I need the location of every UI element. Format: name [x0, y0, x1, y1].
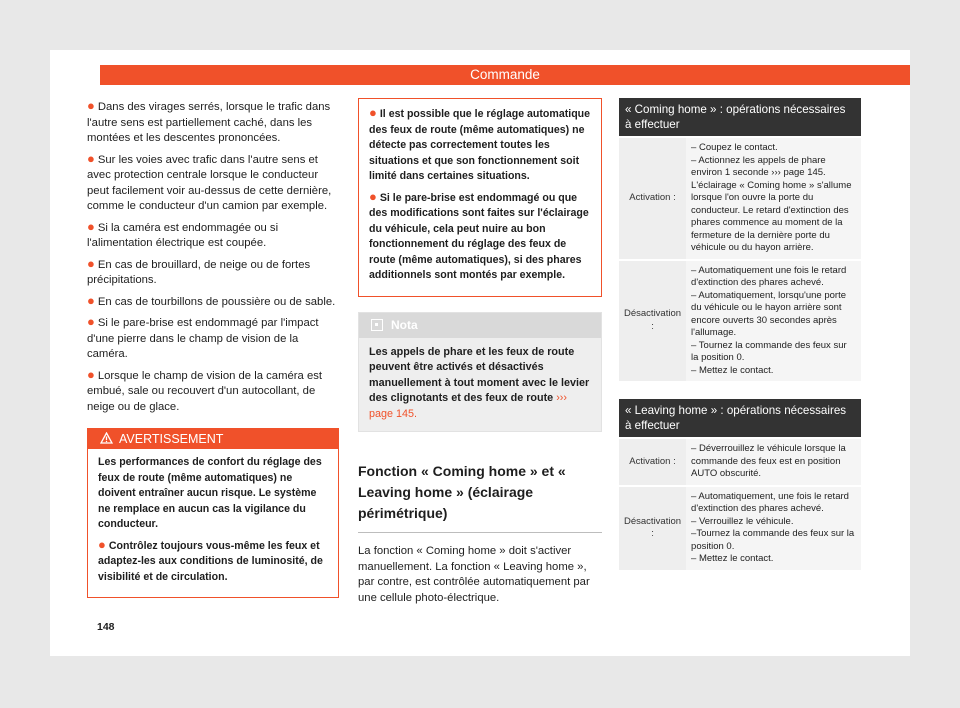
warning-body — [88, 449, 338, 597]
bullet-icon: ● — [87, 292, 95, 308]
section-paragraph: La fonction « Coming home » doit s'activer manuellement. La fonction « Leaving home », par contre, est contrôlée automatiquement par une cellule photo-électrique. — [358, 545, 590, 604]
bullet-icon: ● — [98, 536, 106, 552]
warning-box — [87, 428, 339, 598]
note-box — [358, 312, 602, 433]
warning-bullet: ● Contrôlez toujours vous-même les feux et adaptez-les aux conditions de luminosité, de visibilité et de circulation. — [98, 536, 323, 583]
row-key: Activation : — [619, 137, 686, 260]
row-value: – Coupez le contact. – Actionnez les appels de phare environ 1 seconde ››› page 145. L'éclairage « Coming home » s'allume lorsque l'on ouvre la porte du conducteur. Le retard d'extinction des phares commence au moment de la fermeture de la dernière porte du véhicule ou du hayon arrière. — [686, 137, 861, 260]
bullet-icon: ● — [87, 314, 95, 329]
bullet-icon: ● — [87, 150, 95, 166]
table-row — [619, 137, 861, 260]
section-title: Fonction « Coming home » et « Leaving home » (éclairage périmétrique) — [358, 461, 602, 533]
bullet-icon: ● — [87, 98, 95, 113]
warning-box-continued — [358, 98, 602, 297]
bullet-icon: ● — [87, 366, 95, 382]
note-header — [359, 313, 601, 338]
warning-bullet: ● Si le pare-brise est endommagé ou que des modifications sont faites sur l'éclairage du véhicule, cela peut nuire au bon fonctionnement du réglage des feux de route (même automatiques), si des phares additionnels sont montés par exemple. — [369, 188, 589, 281]
page-number: 148 — [97, 621, 115, 633]
note-title: Nota — [391, 317, 418, 332]
bullet-icon: ● — [369, 105, 377, 120]
bullet-icon: ● — [87, 255, 95, 271]
list-item: ● En cas de tourbillons de poussière ou de sable. — [87, 292, 336, 308]
right-column — [619, 98, 861, 570]
coming-home-table — [619, 98, 861, 381]
warning-title: AVERTISSEMENT — [119, 432, 224, 446]
table-title: « Leaving home » : opérations nécessaires à effectuer — [619, 399, 861, 438]
row-key: Activation : — [619, 438, 686, 486]
note-square-icon — [371, 319, 383, 331]
list-item: ● Si le pare-brise est endommagé par l'impact d'une pierre dans le champ de vision de la caméra. — [87, 314, 319, 360]
list-item: ● Lorsque le champ de vision de la caméra est embué, sale ou recouvert d'un autocollant, de neige ou de glace. — [87, 366, 323, 413]
list-item: ● En cas de brouillard, de neige ou de fortes précipitations. — [87, 255, 311, 286]
table-row — [619, 438, 861, 486]
middle-column — [358, 98, 602, 606]
leaving-home-table — [619, 399, 861, 570]
conditions-list — [87, 98, 339, 415]
warning-bullet: ● Il est possible que le réglage automatique des feux de route (même automatiques) ne détecte pas correctement toutes les situations et que son fonctionnement soit limité dans certaines situations. — [369, 105, 591, 182]
note-body: Les appels de phare et les feux de route peuvent être activés et désactivés manuellement à tout moment avec le levier des clignotants et des feux de route ››› page 145. — [369, 345, 590, 420]
list-item: ● Si la caméra est endommagée ou si l'alimentation électrique est coupée. — [87, 218, 279, 249]
left-column — [87, 98, 339, 598]
table-title: « Coming home » : opérations nécessaires à effectuer — [619, 98, 861, 137]
row-key: Désactivation : — [619, 260, 686, 382]
manual-page — [50, 50, 910, 656]
row-key: Désactivation : — [619, 486, 686, 570]
row-value: – Déverrouillez le véhicule lorsque la commande des feux est en position AUTO obscurité. — [686, 438, 861, 486]
page-reference-link[interactable]: ››› page 145. — [369, 392, 567, 420]
bullet-icon: ● — [87, 218, 95, 234]
warning-paragraph: Les performances de confort du réglage des feux de route (même automatiques) ne doivent entraîner aucun risque. Le système ne remplace en aucun cas la vigilance du conducteur. — [98, 456, 322, 530]
list-item: ● Dans des virages serrés, lorsque le trafic dans l'autre sens est partiellement caché, dans les montées et les descentes prononcées. — [87, 98, 331, 144]
section-header: Commande — [100, 65, 910, 85]
row-value: – Automatiquement une fois le retard d'extinction des phares achevé. – Automatiquement, lorsqu'une porte du véhicule ou le hayon arrière sont encore ouverts 30 secondes après l'allumage. – Tournez la commande des feux sur la position 0. – Mettez le contact. — [686, 260, 861, 382]
row-value: – Automatiquement, une fois le retard d'extinction des phares achevé. – Verrouillez le véhicule. –Tournez la commande des feux sur la position 0. – Mettez le contact. — [686, 486, 861, 570]
table-row — [619, 260, 861, 382]
warning-triangle-icon — [100, 432, 113, 444]
warning-header — [88, 429, 338, 449]
list-item: ● Sur les voies avec trafic dans l'autre sens et avec protection centrale lorsque le conducteur peut facilement voir au-dessus de cette dernière, comme le conducteur d'un camion par exemple. — [87, 150, 332, 212]
bullet-icon: ● — [369, 188, 377, 204]
table-row — [619, 486, 861, 570]
